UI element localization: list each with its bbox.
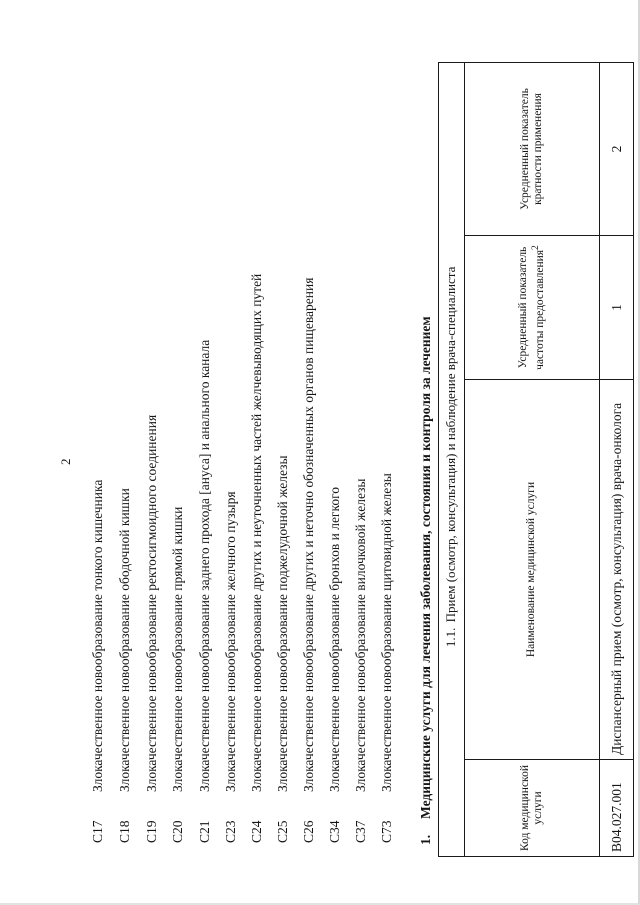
service-multiplicity: 2 — [600, 62, 634, 235]
diagnosis-name: Злокачественное новообразование тонкого кишечника — [90, 479, 105, 792]
service-code: B04.027.001 — [600, 760, 634, 857]
diagnosis-code: C73 — [379, 820, 394, 843]
diagnosis-name: Злокачественное новообразование других и неточно обозначенных органов пищеварения — [301, 277, 316, 792]
subsection-cell — [439, 62, 465, 856]
diagnosis-name: Злокачественное новообразование бронхов и легкого — [327, 486, 342, 792]
service-frequency: 1 — [600, 236, 634, 380]
subsection-title: Прием (осмотр, консультация) и наблюдение врача-специалиста — [443, 266, 459, 623]
header-code: Код медицинской услуги — [465, 760, 600, 857]
diagnosis-code: C23 — [223, 820, 238, 843]
diagnosis-name: Злокачественное новообразование поджелудочной железы — [275, 455, 290, 792]
diagnosis-name: Злокачественное новообразование ректосигмоидного соединения — [144, 414, 159, 792]
diagnosis-name: Злокачественное новообразование заднего прохода [ануса] и анального канала — [197, 339, 212, 792]
diagnosis-code: C21 — [197, 820, 212, 843]
table-header-row — [465, 62, 600, 856]
diagnosis-code: C34 — [327, 820, 342, 843]
page-number: 2 — [58, 458, 73, 465]
subsection-row — [439, 62, 465, 856]
diagnosis-name: Злокачественное новообразование других и неуточненных частей желчевыводящих путей — [249, 273, 264, 792]
diagnosis-name: Злокачественное новообразование вилочковой железы — [353, 478, 368, 792]
subsection-number: 1.1. — [443, 627, 459, 648]
diagnosis-name: Злокачественное новообразование желчного пузыря — [223, 491, 238, 792]
header-name: Наименование медицинской услуги — [465, 380, 600, 760]
diagnosis-code: C24 — [249, 820, 264, 843]
header-frequency — [465, 236, 600, 380]
diagnosis-name: Злокачественное новообразование прямой кишки — [170, 506, 185, 792]
header-frequency-text: Усредненный показатель частоты предоставления — [516, 246, 546, 370]
section-title: Медицинские услуги для лечения заболевания, состояния и контроля за лечением — [418, 316, 433, 819]
service-name: Диспансерный прием (осмотр, консультация) врача-онколога — [600, 380, 634, 760]
diagnosis-code: C20 — [170, 820, 185, 843]
footnote-marker: 2 — [530, 245, 542, 250]
diagnosis-code: C25 — [275, 820, 290, 843]
diagnosis-code: C26 — [301, 820, 316, 843]
diagnosis-name: Злокачественное новообразование щитовидной железы — [379, 473, 394, 792]
table-row — [600, 62, 634, 856]
header-multiplicity: Усредненный показатель кратности применения — [465, 62, 600, 235]
diagnosis-code: C37 — [353, 820, 368, 843]
diagnosis-name: Злокачественное новообразование ободочной кишки — [117, 488, 132, 792]
services-table — [438, 62, 634, 857]
diagnosis-code: C17 — [90, 820, 105, 843]
diagnosis-code: C19 — [144, 820, 159, 843]
section-number: 1. — [418, 834, 433, 845]
diagnosis-code: C18 — [117, 820, 132, 843]
